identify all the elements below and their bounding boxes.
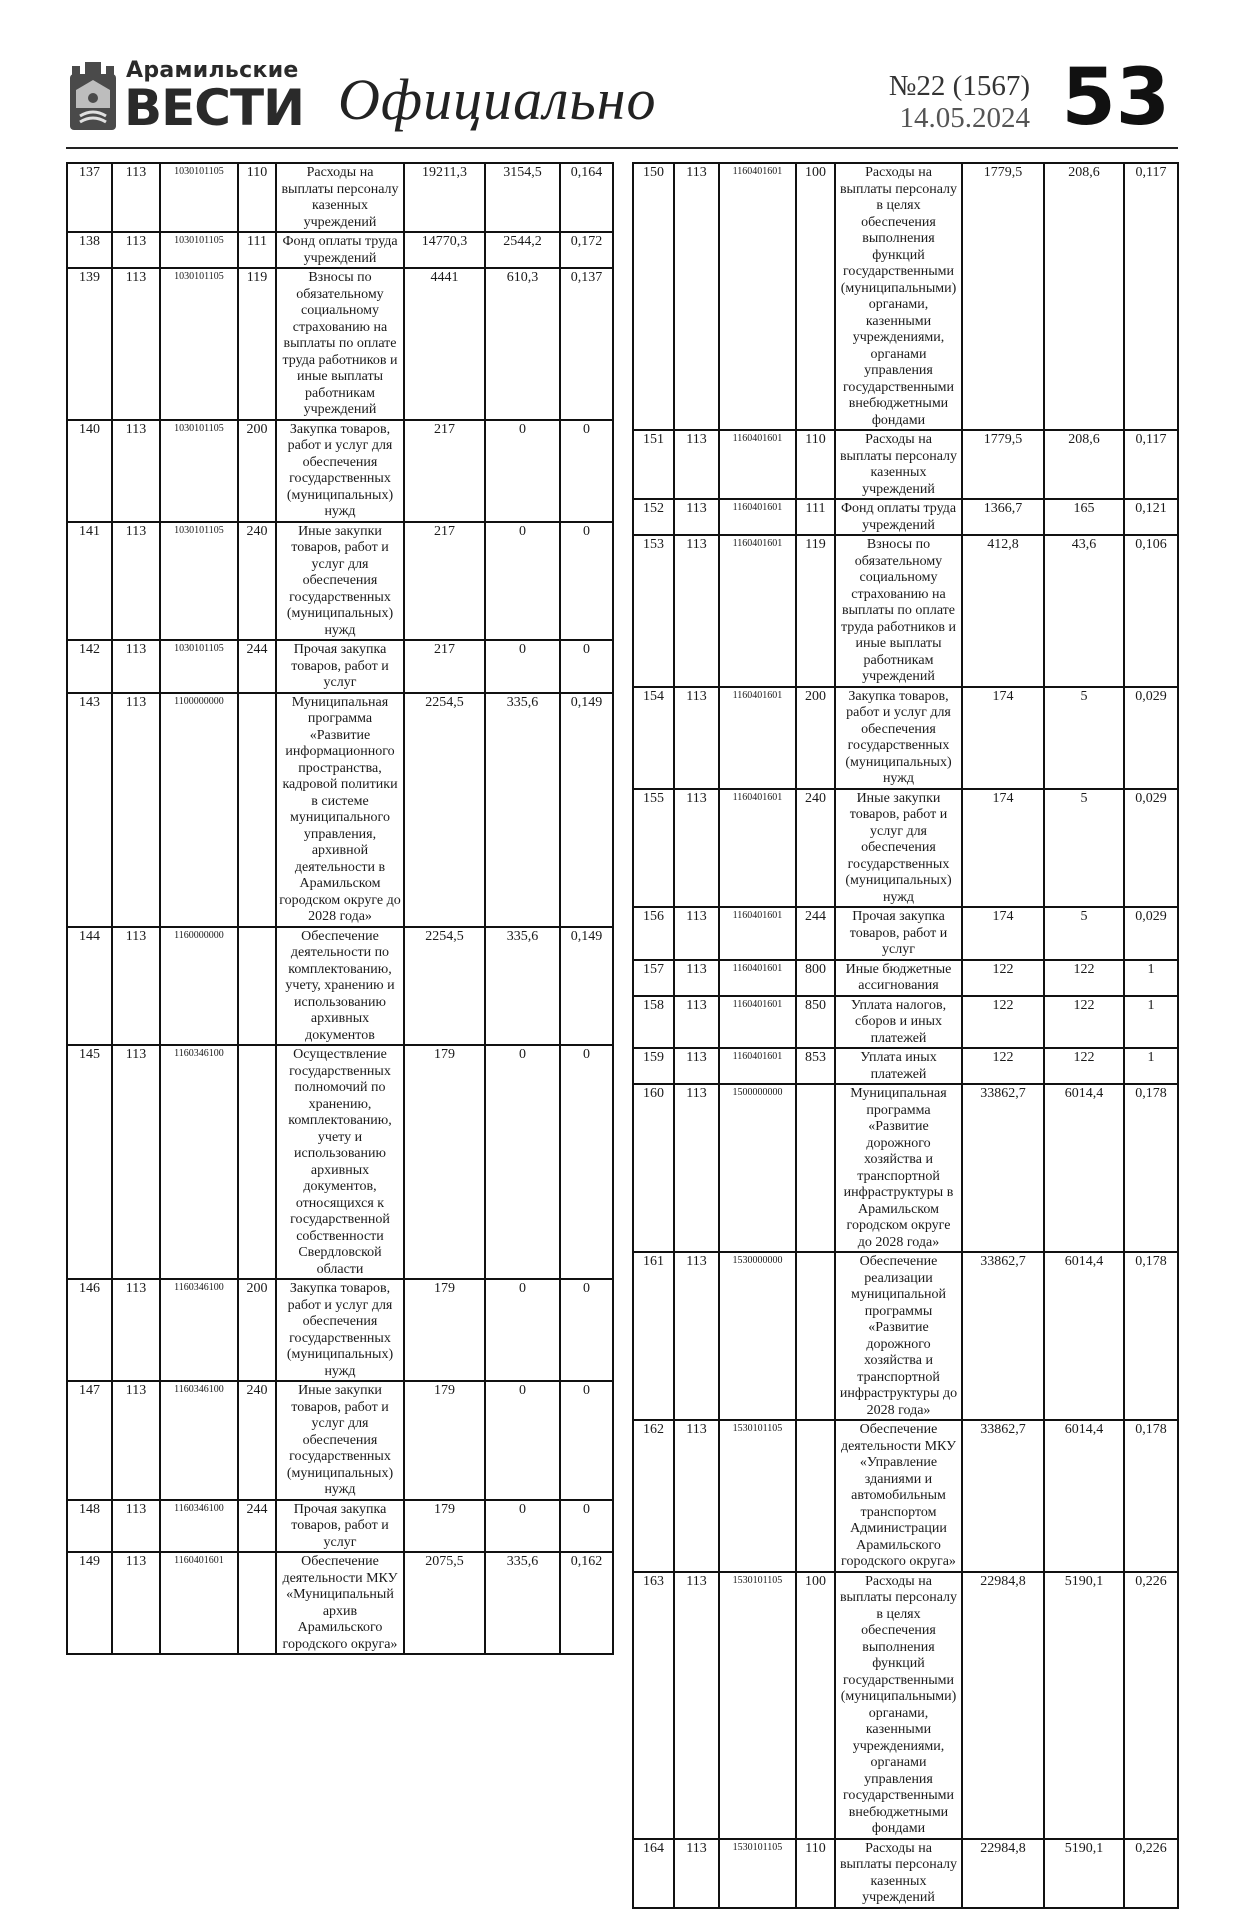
budget-value-cell: 122 <box>962 1048 1044 1084</box>
execution-share-cell: 0 <box>560 1500 613 1553</box>
budget-value-cell: 33862,7 <box>962 1420 1044 1572</box>
description-cell: Обеспечение реализации муниципальной программы «Развитие дорожного хозяйства и транспортной инфраструктуры до 2028 года» <box>835 1252 962 1420</box>
budget-value-cell: 19211,3 <box>404 163 485 232</box>
section-code-cell: 113 <box>674 907 719 960</box>
description-cell: Уплата иных платежей <box>835 1048 962 1084</box>
execution-share-cell: 0 <box>560 1381 613 1500</box>
budget-value-cell: 2075,5 <box>404 1552 485 1654</box>
target-code-cell: 1160346100 <box>160 1045 238 1279</box>
budget-value-cell: 174 <box>962 907 1044 960</box>
description-cell: Расходы на выплаты персоналу казенных учреждений <box>835 1839 962 1908</box>
execution-share-cell: 0 <box>560 1279 613 1381</box>
execution-share-cell: 0,149 <box>560 693 613 927</box>
row-number-cell: 161 <box>633 1252 674 1420</box>
table-row <box>633 1572 1178 1839</box>
row-number-cell: 159 <box>633 1048 674 1084</box>
executed-value-cell: 335,6 <box>485 1552 560 1654</box>
executed-value-cell: 0 <box>485 1381 560 1500</box>
row-number-cell: 153 <box>633 535 674 687</box>
target-code-cell: 1160401601 <box>719 789 796 908</box>
budget-value-cell: 179 <box>404 1279 485 1381</box>
budget-value-cell: 179 <box>404 1500 485 1553</box>
row-number-cell: 160 <box>633 1084 674 1252</box>
budget-value-cell: 1366,7 <box>962 499 1044 535</box>
description-cell: Обеспечение деятельности МКУ «Управление зданиями и автомобильным транспортом Администрации Арамильского городского округа» <box>835 1420 962 1572</box>
budget-table-left <box>66 162 614 1655</box>
executed-value-cell: 122 <box>1044 1048 1124 1084</box>
executed-value-cell: 122 <box>1044 996 1124 1049</box>
executed-value-cell: 5 <box>1044 907 1124 960</box>
execution-share-cell: 0,029 <box>1124 687 1178 789</box>
target-code-cell: 1160346100 <box>160 1500 238 1553</box>
target-code-cell: 1160401601 <box>719 430 796 499</box>
section-code-cell: 113 <box>112 420 160 522</box>
target-code-cell: 1100000000 <box>160 693 238 927</box>
expense-type-cell <box>238 927 276 1046</box>
description-cell: Иные закупки товаров, работ и услуг для обеспечения государственных (муниципальных) нужд <box>835 789 962 908</box>
budget-value-cell: 2254,5 <box>404 927 485 1046</box>
row-number-cell: 138 <box>67 232 112 268</box>
executed-value-cell: 3154,5 <box>485 163 560 232</box>
executed-value-cell: 5190,1 <box>1044 1572 1124 1839</box>
section-code-cell: 113 <box>112 522 160 641</box>
executed-value-cell: 335,6 <box>485 693 560 927</box>
budget-value-cell: 174 <box>962 789 1044 908</box>
expense-type-cell <box>796 1252 835 1420</box>
page-number: 53 <box>1061 53 1170 143</box>
budget-value-cell: 217 <box>404 640 485 693</box>
target-code-cell: 1530101105 <box>719 1572 796 1839</box>
header-divider <box>66 147 1178 149</box>
section-code-cell: 113 <box>112 232 160 268</box>
executed-value-cell: 43,6 <box>1044 535 1124 687</box>
execution-share-cell: 0,178 <box>1124 1084 1178 1252</box>
expense-type-cell <box>238 1045 276 1279</box>
target-code-cell: 1030101105 <box>160 522 238 641</box>
expense-type-cell <box>796 1084 835 1252</box>
table-row <box>67 163 613 232</box>
budget-value-cell: 412,8 <box>962 535 1044 687</box>
budget-value-cell: 217 <box>404 420 485 522</box>
target-code-cell: 1160346100 <box>160 1279 238 1381</box>
budget-value-cell: 122 <box>962 960 1044 996</box>
execution-share-cell: 0 <box>560 1045 613 1279</box>
table-row <box>633 1048 1178 1084</box>
execution-share-cell: 0,149 <box>560 927 613 1046</box>
executed-value-cell: 610,3 <box>485 268 560 420</box>
target-code-cell: 1030101105 <box>160 268 238 420</box>
expense-type-cell: 244 <box>796 907 835 960</box>
table-row <box>633 960 1178 996</box>
expense-type-cell: 850 <box>796 996 835 1049</box>
table-row <box>67 640 613 693</box>
budget-value-cell: 14770,3 <box>404 232 485 268</box>
table-row <box>67 1500 613 1553</box>
execution-share-cell: 0 <box>560 640 613 693</box>
table-row <box>633 1084 1178 1252</box>
executed-value-cell: 0 <box>485 1279 560 1381</box>
target-code-cell: 1030101105 <box>160 163 238 232</box>
executed-value-cell: 208,6 <box>1044 163 1124 430</box>
execution-share-cell: 1 <box>1124 1048 1178 1084</box>
execution-share-cell: 0 <box>560 420 613 522</box>
executed-value-cell: 165 <box>1044 499 1124 535</box>
description-cell: Расходы на выплаты персоналу казенных учреждений <box>835 430 962 499</box>
execution-share-cell: 0,164 <box>560 163 613 232</box>
expense-type-cell: 240 <box>238 1381 276 1500</box>
table-row <box>633 1420 1178 1572</box>
expense-type-cell: 240 <box>796 789 835 908</box>
table-row <box>67 693 613 927</box>
description-cell: Закупка товаров, работ и услуг для обеспечения государственных (муниципальных) нужд <box>835 687 962 789</box>
table-row <box>633 1252 1178 1420</box>
description-cell: Муниципальная программа «Развитие информационного пространства, кадровой политики в системе муниципального управления, архивной деятельности в Арамильском городском округе до 2028 года» <box>276 693 404 927</box>
section-code-cell: 113 <box>674 1252 719 1420</box>
expense-type-cell: 200 <box>238 420 276 522</box>
table-row <box>633 996 1178 1049</box>
executed-value-cell: 0 <box>485 1500 560 1553</box>
brand-subtitle: Арамильские <box>126 58 299 83</box>
expense-type-cell: 111 <box>796 499 835 535</box>
coat-of-arms-icon <box>66 60 120 132</box>
section-code-cell: 113 <box>674 163 719 430</box>
expense-type-cell: 110 <box>796 430 835 499</box>
row-number-cell: 164 <box>633 1839 674 1908</box>
executed-value-cell: 0 <box>485 522 560 641</box>
description-cell: Взносы по обязательному социальному страхованию на выплаты по оплате труда работников и иные выплаты работникам учреждений <box>835 535 962 687</box>
section-code-cell: 113 <box>674 499 719 535</box>
section-code-cell: 113 <box>112 1552 160 1654</box>
table-row <box>67 1279 613 1381</box>
budget-table-right <box>632 162 1179 1909</box>
row-number-cell: 144 <box>67 927 112 1046</box>
expense-type-cell: 100 <box>796 163 835 430</box>
description-cell: Расходы на выплаты персоналу в целях обеспечения выполнения функций государственными (муниципальными) органами, казенными учреждениями, органами управления государственными внебюджетными фондами <box>835 163 962 430</box>
description-cell: Фонд оплаты труда учреждений <box>835 499 962 535</box>
table-row <box>633 789 1178 908</box>
description-cell: Закупка товаров, работ и услуг для обеспечения государственных (муниципальных) нужд <box>276 420 404 522</box>
expense-type-cell: 110 <box>238 163 276 232</box>
target-code-cell: 1530000000 <box>719 1252 796 1420</box>
table-row <box>633 907 1178 960</box>
brand-title: ВЕСТИ <box>124 79 304 137</box>
execution-share-cell: 0,117 <box>1124 430 1178 499</box>
section-code-cell: 113 <box>112 268 160 420</box>
executed-value-cell: 0 <box>485 420 560 522</box>
target-code-cell: 1030101105 <box>160 640 238 693</box>
expense-type-cell: 200 <box>238 1279 276 1381</box>
target-code-cell: 1160000000 <box>160 927 238 1046</box>
description-cell: Закупка товаров, работ и услуг для обеспечения государственных (муниципальных) нужд <box>276 1279 404 1381</box>
description-cell: Иные закупки товаров, работ и услуг для обеспечения государственных (муниципальных) нужд <box>276 522 404 641</box>
description-cell: Расходы на выплаты персоналу казенных учреждений <box>276 163 404 232</box>
budget-value-cell: 1779,5 <box>962 430 1044 499</box>
execution-share-cell: 0,029 <box>1124 789 1178 908</box>
row-number-cell: 139 <box>67 268 112 420</box>
execution-share-cell: 0,172 <box>560 232 613 268</box>
execution-share-cell: 0,226 <box>1124 1572 1178 1839</box>
table-row <box>633 687 1178 789</box>
execution-share-cell: 0,137 <box>560 268 613 420</box>
description-cell: Расходы на выплаты персоналу в целях обеспечения выполнения функций государственными (муниципальными) органами, казенными учреждениями, органами управления государственными внебюджетными фондами <box>835 1572 962 1839</box>
executed-value-cell: 122 <box>1044 960 1124 996</box>
description-cell: Иные бюджетные ассигнования <box>835 960 962 996</box>
execution-share-cell: 0,117 <box>1124 163 1178 430</box>
section-code-cell: 113 <box>112 163 160 232</box>
section-code-cell: 113 <box>674 687 719 789</box>
expense-type-cell: 853 <box>796 1048 835 1084</box>
executed-value-cell: 6014,4 <box>1044 1252 1124 1420</box>
description-cell: Обеспечение деятельности по комплектованию, учету, хранению и использованию архивных документов <box>276 927 404 1046</box>
section-code-cell: 113 <box>112 1500 160 1553</box>
issue-number: №22 (1567) <box>888 70 1030 102</box>
section-code-cell: 113 <box>112 1045 160 1279</box>
budget-value-cell: 174 <box>962 687 1044 789</box>
issue-date: 14.05.2024 <box>899 102 1030 134</box>
executed-value-cell: 335,6 <box>485 927 560 1046</box>
target-code-cell: 1160401601 <box>719 907 796 960</box>
target-code-cell: 1160346100 <box>160 1381 238 1500</box>
description-cell: Иные закупки товаров, работ и услуг для обеспечения государственных (муниципальных) нужд <box>276 1381 404 1500</box>
execution-share-cell: 1 <box>1124 996 1178 1049</box>
table-row <box>67 420 613 522</box>
description-cell: Прочая закупка товаров, работ и услуг <box>276 640 404 693</box>
execution-share-cell: 0 <box>560 522 613 641</box>
row-number-cell: 147 <box>67 1381 112 1500</box>
row-number-cell: 151 <box>633 430 674 499</box>
execution-share-cell: 0,178 <box>1124 1420 1178 1572</box>
row-number-cell: 137 <box>67 163 112 232</box>
expense-type-cell: 244 <box>238 1500 276 1553</box>
budget-value-cell: 1779,5 <box>962 163 1044 430</box>
target-code-cell: 1530101105 <box>719 1839 796 1908</box>
row-number-cell: 149 <box>67 1552 112 1654</box>
expense-type-cell: 119 <box>796 535 835 687</box>
expense-type-cell <box>796 1420 835 1572</box>
section-code-cell: 113 <box>674 535 719 687</box>
target-code-cell: 1030101105 <box>160 420 238 522</box>
execution-share-cell: 0,178 <box>1124 1252 1178 1420</box>
budget-value-cell: 179 <box>404 1381 485 1500</box>
section-code-cell: 113 <box>674 1084 719 1252</box>
section-code-cell: 113 <box>674 430 719 499</box>
target-code-cell: 1160401601 <box>160 1552 238 1654</box>
table-row <box>67 1045 613 1279</box>
budget-value-cell: 122 <box>962 996 1044 1049</box>
page-header <box>66 52 1178 147</box>
section-code-cell: 113 <box>674 960 719 996</box>
description-cell: Муниципальная программа «Развитие дорожного хозяйства и транспортной инфраструктуры в Арамильском городском округе до 2028 года» <box>835 1084 962 1252</box>
section-code-cell: 113 <box>674 1048 719 1084</box>
section-code-cell: 113 <box>112 1381 160 1500</box>
table-row <box>67 1552 613 1654</box>
target-code-cell: 1160401601 <box>719 163 796 430</box>
execution-share-cell: 0,121 <box>1124 499 1178 535</box>
target-code-cell: 1030101105 <box>160 232 238 268</box>
table-row <box>67 268 613 420</box>
budget-value-cell: 4441 <box>404 268 485 420</box>
target-code-cell: 1160401601 <box>719 960 796 996</box>
row-number-cell: 158 <box>633 996 674 1049</box>
budget-value-cell: 217 <box>404 522 485 641</box>
section-code-cell: 113 <box>674 996 719 1049</box>
executed-value-cell: 6014,4 <box>1044 1420 1124 1572</box>
expense-type-cell: 800 <box>796 960 835 996</box>
target-code-cell: 1160401601 <box>719 687 796 789</box>
expense-type-cell: 119 <box>238 268 276 420</box>
budget-value-cell: 33862,7 <box>962 1084 1044 1252</box>
expense-type-cell: 240 <box>238 522 276 641</box>
section-code-cell: 113 <box>674 1572 719 1839</box>
budget-value-cell: 2254,5 <box>404 693 485 927</box>
section-code-cell: 113 <box>674 1839 719 1908</box>
executed-value-cell: 0 <box>485 1045 560 1279</box>
description-cell: Обеспечение деятельности МКУ «Муниципальный архив Арамильского городского округа» <box>276 1552 404 1654</box>
table-row <box>633 430 1178 499</box>
executed-value-cell: 5 <box>1044 789 1124 908</box>
execution-share-cell: 0,226 <box>1124 1839 1178 1908</box>
executed-value-cell: 5 <box>1044 687 1124 789</box>
row-number-cell: 140 <box>67 420 112 522</box>
row-number-cell: 150 <box>633 163 674 430</box>
description-cell: Уплата налогов, сборов и иных платежей <box>835 996 962 1049</box>
description-cell: Взносы по обязательному социальному страхованию на выплаты по оплате труда работников и иные выплаты работникам учреждений <box>276 268 404 420</box>
table-row <box>67 1381 613 1500</box>
expense-type-cell <box>238 693 276 927</box>
execution-share-cell: 0,162 <box>560 1552 613 1654</box>
description-cell: Осуществление государственных полномочий по хранению, комплектованию, учету и использованию архивных документов, относящихся к государственной собственности Свердловской области <box>276 1045 404 1279</box>
executed-value-cell: 5190,1 <box>1044 1839 1124 1908</box>
executed-value-cell: 6014,4 <box>1044 1084 1124 1252</box>
expense-type-cell: 244 <box>238 640 276 693</box>
row-number-cell: 146 <box>67 1279 112 1381</box>
row-number-cell: 156 <box>633 907 674 960</box>
table-row <box>67 927 613 1046</box>
execution-share-cell: 0,029 <box>1124 907 1178 960</box>
target-code-cell: 1160401601 <box>719 499 796 535</box>
row-number-cell: 142 <box>67 640 112 693</box>
description-cell: Прочая закупка товаров, работ и услуг <box>835 907 962 960</box>
row-number-cell: 155 <box>633 789 674 908</box>
expense-type-cell: 200 <box>796 687 835 789</box>
section-title: Официально <box>338 67 657 132</box>
row-number-cell: 157 <box>633 960 674 996</box>
table-row <box>67 522 613 641</box>
budget-value-cell: 33862,7 <box>962 1252 1044 1420</box>
expense-type-cell: 110 <box>796 1839 835 1908</box>
row-number-cell: 163 <box>633 1572 674 1839</box>
row-number-cell: 152 <box>633 499 674 535</box>
section-code-cell: 113 <box>674 1420 719 1572</box>
row-number-cell: 148 <box>67 1500 112 1553</box>
budget-value-cell: 179 <box>404 1045 485 1279</box>
expense-type-cell: 100 <box>796 1572 835 1839</box>
budget-value-cell: 22984,8 <box>962 1839 1044 1908</box>
expense-type-cell <box>238 1552 276 1654</box>
execution-share-cell: 1 <box>1124 960 1178 996</box>
section-code-cell: 113 <box>112 640 160 693</box>
table-row <box>67 232 613 268</box>
target-code-cell: 1160401601 <box>719 996 796 1049</box>
description-cell: Фонд оплаты труда учреждений <box>276 232 404 268</box>
row-number-cell: 145 <box>67 1045 112 1279</box>
target-code-cell: 1160401601 <box>719 535 796 687</box>
budget-value-cell: 22984,8 <box>962 1572 1044 1839</box>
row-number-cell: 143 <box>67 693 112 927</box>
row-number-cell: 154 <box>633 687 674 789</box>
table-row <box>633 1839 1178 1908</box>
section-code-cell: 113 <box>112 1279 160 1381</box>
section-code-cell: 113 <box>112 927 160 1046</box>
target-code-cell: 1160401601 <box>719 1048 796 1084</box>
table-row <box>633 535 1178 687</box>
section-code-cell: 113 <box>112 693 160 927</box>
execution-share-cell: 0,106 <box>1124 535 1178 687</box>
target-code-cell: 1530101105 <box>719 1420 796 1572</box>
table-row <box>633 163 1178 430</box>
expense-type-cell: 111 <box>238 232 276 268</box>
executed-value-cell: 208,6 <box>1044 430 1124 499</box>
executed-value-cell: 0 <box>485 640 560 693</box>
row-number-cell: 162 <box>633 1420 674 1572</box>
table-row <box>633 499 1178 535</box>
target-code-cell: 1500000000 <box>719 1084 796 1252</box>
section-code-cell: 113 <box>674 789 719 908</box>
row-number-cell: 141 <box>67 522 112 641</box>
executed-value-cell: 2544,2 <box>485 232 560 268</box>
description-cell: Прочая закупка товаров, работ и услуг <box>276 1500 404 1553</box>
